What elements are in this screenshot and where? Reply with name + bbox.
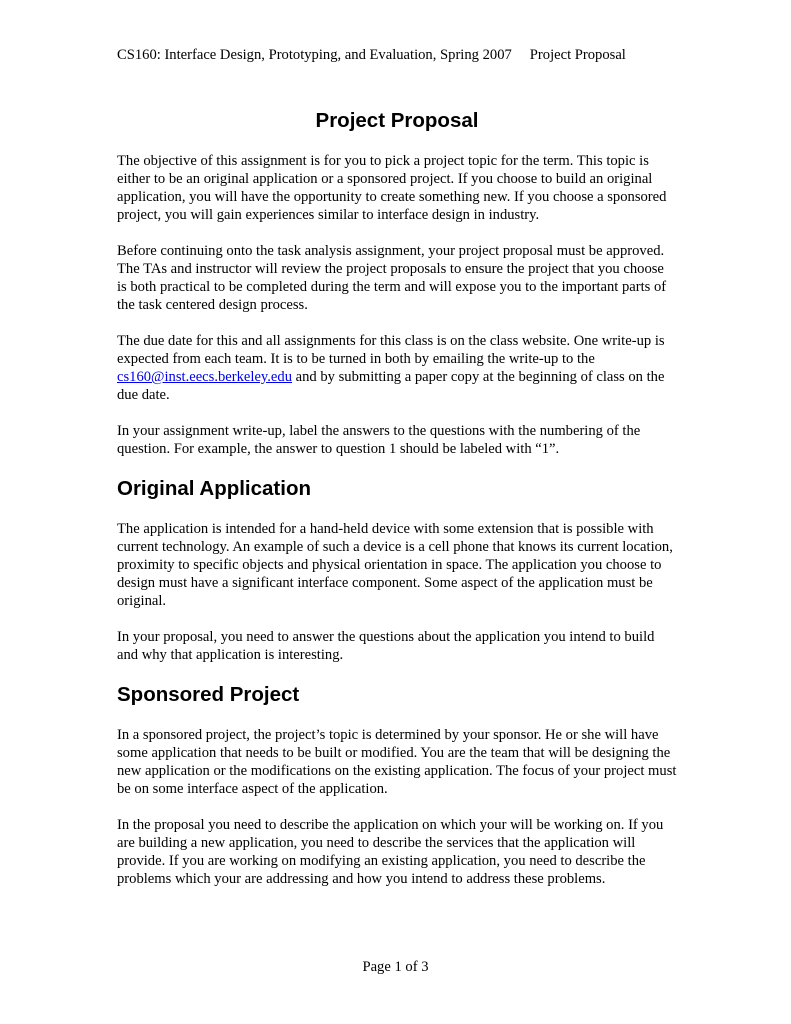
email-link[interactable]: cs160@inst.eecs.berkeley.edu <box>117 369 292 385</box>
sponsored-project-paragraph-2: In the proposal you need to describe the application on which your will be working on. If you are building a new application, you need to describe the services that the application will provide. If you are working on modifying an existing application, you need to describe the problems which your are addressing and how you intend to address these problems. <box>117 817 664 887</box>
original-application-paragraph-2: In your proposal, you need to answer the questions about the application you intend to build and why that application is interesting. <box>117 629 655 663</box>
header-course-title: CS160: Interface Design, Prototyping, and Evaluation, Spring 2007 <box>117 47 512 63</box>
intro-paragraph-labeling: In your assignment write-up, label the answers to the questions with the numbering of the question. For example, the answer to question 1 should be labeled with “1”. <box>117 423 641 457</box>
page-title: Project Proposal <box>315 109 479 132</box>
section-heading-sponsored-project: Sponsored Project <box>117 683 300 706</box>
due-date-text-after: and by submitting a paper copy at the beginning of class on the due date. <box>117 369 665 403</box>
intro-paragraph-due-date <box>117 332 677 404</box>
section-heading-original-application: Original Application <box>117 477 311 500</box>
header-doc-type: Project Proposal <box>529 47 626 63</box>
intro-paragraph-approval: Before continuing onto the task analysis assignment, your project proposal must be approved. The TAs and instructor will review the project proposals to ensure the project that you choose is both practical to be completed during the term and will expose you to the important parts of the task centered design process. <box>117 243 667 313</box>
intro-paragraph-objective: The objective of this assignment is for you to pick a project topic for the term. This topic is either to be an original application or a sponsored project. If you choose to build an original application, you will have the opportunity to create something new. If you choose a sponsored project, you will gain experiences similar to interface design in industry. <box>117 153 667 223</box>
page-number: Page 1 of 3 <box>362 959 429 975</box>
sponsored-project-paragraph-1: In a sponsored project, the project’s topic is determined by your sponsor. He or she will have some application that needs to be built or modified. You are the team that will be designing the new application or the modifications on the existing application. The focus of your project must be on some interface aspect of the application. <box>117 727 677 797</box>
running-header <box>117 46 677 64</box>
due-date-text-before: The due date for this and all assignments for this class is on the class website. One write-up is expected from each team. It is to be turned in both by emailing the write-up to the <box>117 333 665 367</box>
original-application-paragraph-1: The application is intended for a hand-held device with some extension that is possible with current technology. An example of such a device is a cell phone that knows its current location, proximity to specific objects and physical orientation in space. The application you choose to design must have a significant interface component. Some aspect of the application must be original. <box>117 521 673 609</box>
document-body <box>117 108 677 906</box>
